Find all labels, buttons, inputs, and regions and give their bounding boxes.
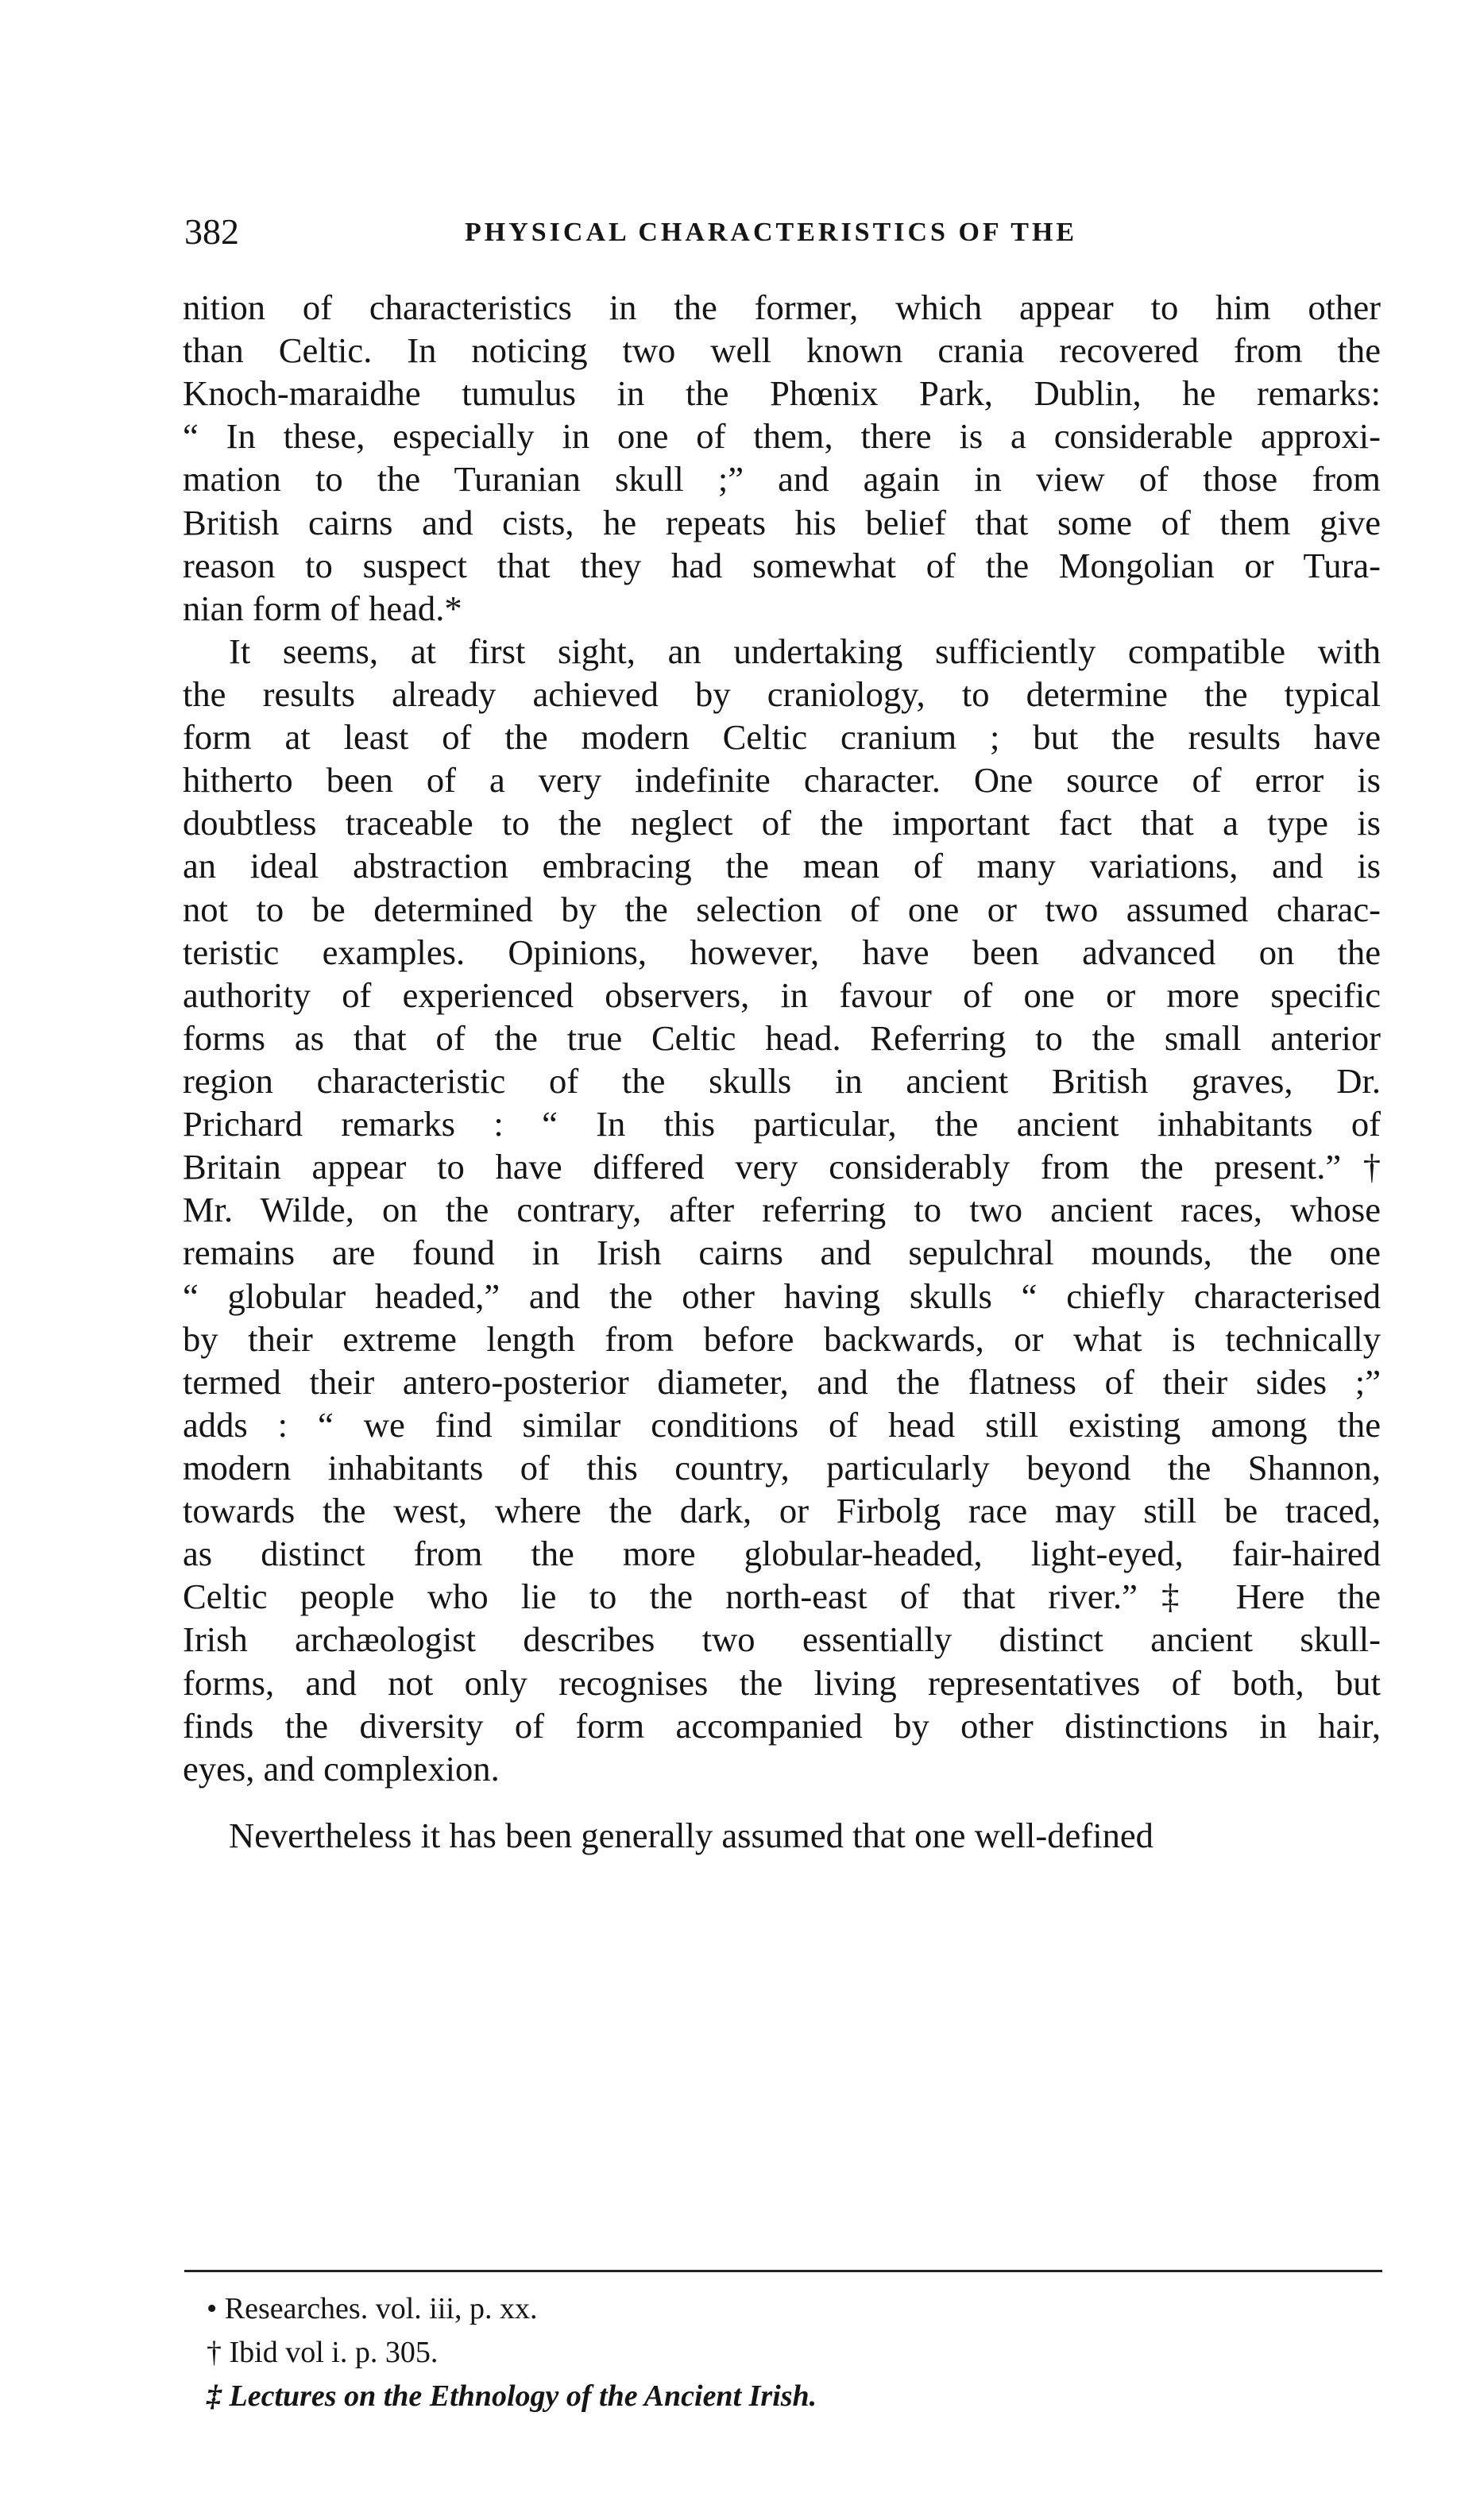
text-line: Britain appear to have differed very considerably from the present.”† — [183, 1147, 1381, 1187]
text-line: Nevertheless it has been generally assumed that one well-defined — [229, 1815, 1153, 1855]
footnote: † Ibid vol i. p. 305. — [207, 2336, 439, 2369]
text-line: British cairns and cists, he repeats his belief that some of them give — [183, 502, 1381, 542]
footnotes — [207, 2287, 1319, 2418]
text-line: Prichard remarks : “ In this particular, the ancient inhabitants of — [183, 1104, 1381, 1144]
text-line: as distinct from the more globular-headed, light-eyed, fair-haired — [183, 1534, 1381, 1574]
text-line: adds : “ we find similar conditions of head still existing among the — [183, 1404, 1381, 1445]
text-line: forms, and not only recognises the living representatives of both, but — [183, 1662, 1381, 1703]
text-line: It seems, at first sight, an undertaking sufficiently compatible with — [229, 631, 1381, 671]
footnote: • Researches. vol. iii, p. xx. — [207, 2292, 538, 2325]
text-line: towards the west, where the dark, or Firbolg race may still be traced, — [183, 1491, 1381, 1531]
text-line: nian form of head.* — [183, 588, 462, 628]
text-line: mation to the Turanian skull ;” and again in view of those from — [183, 459, 1381, 500]
text-line: Knoch-maraidhe tumulus in the Phœnix Park, Dublin, he remarks: — [183, 373, 1381, 414]
text-line: teristic examples. Opinions, however, have been advanced on the — [183, 932, 1381, 972]
text-line: modern inhabitants of this country, particularly beyond the Shannon, — [183, 1447, 1381, 1488]
text-line: “ In these, especially in one of them, there is a considerable approxi- — [183, 416, 1381, 457]
text-line: than Celtic. In noticing two well known crania recovered from the — [183, 330, 1381, 371]
text-line: nition of characteristics in the former, which appear to him other — [183, 288, 1381, 327]
text-line: forms as that of the true Celtic head. Referring to the small anterior — [183, 1017, 1381, 1058]
footnote-rule — [184, 2270, 1382, 2272]
text-line: termed their antero-posterior diameter, and the flatness of their sides ;” — [183, 1361, 1381, 1402]
text-line: hitherto been of a very indefinite character. One source of error is — [183, 760, 1381, 801]
text-line: Irish archæologist describes two essentially distinct ancient skull- — [183, 1619, 1381, 1660]
text-line: the results already achieved by craniology, to determine the typical — [183, 673, 1381, 714]
body-text — [183, 286, 1381, 1857]
text-line: by their extreme length from before backwards, or what is technically — [183, 1318, 1381, 1359]
text-line: reason to suspect that they had somewhat of the Mongolian or Tura- — [183, 545, 1381, 585]
text-line: form at least of the modern Celtic cranium ; but the results have — [183, 717, 1381, 758]
text-line: region characteristic of the skulls in ancient British graves, Dr. — [183, 1060, 1381, 1101]
running-title: PHYSICAL CHARACTERISTICS OF THE — [465, 218, 1078, 247]
text-line: doubtless traceable to the neglect of the important fact that a type is — [183, 803, 1381, 843]
text-line: “ globular headed,” and the other having skulls “ chiefly characterised — [183, 1275, 1381, 1316]
text-line: not to be determined by the selection of one or two assumed charac- — [183, 889, 1381, 929]
text-line: finds the diversity of form accompanied by other distinctions in hair, — [183, 1705, 1381, 1746]
text-line: an ideal abstraction embracing the mean of many variations, and is — [183, 846, 1381, 886]
paragraph-gap — [183, 1790, 1381, 1814]
running-head — [0, 208, 1480, 256]
text-line: remains are found in Irish cairns and sepulchral mounds, the one — [183, 1233, 1381, 1273]
text-line: eyes, and complexion. — [183, 1748, 500, 1789]
text-line: authority of experienced observers, in favour of one or more specific — [183, 974, 1381, 1015]
text-line: Celtic people who lie to the north-east of that river.”‡ Here the — [183, 1576, 1381, 1617]
text-line: Mr. Wilde, on the contrary, after referring to two ancient races, whose — [183, 1190, 1381, 1230]
page-number: 382 — [184, 211, 239, 252]
footnote: ‡ Lectures on the Ethnology of the Ancient Irish. — [207, 2379, 817, 2413]
